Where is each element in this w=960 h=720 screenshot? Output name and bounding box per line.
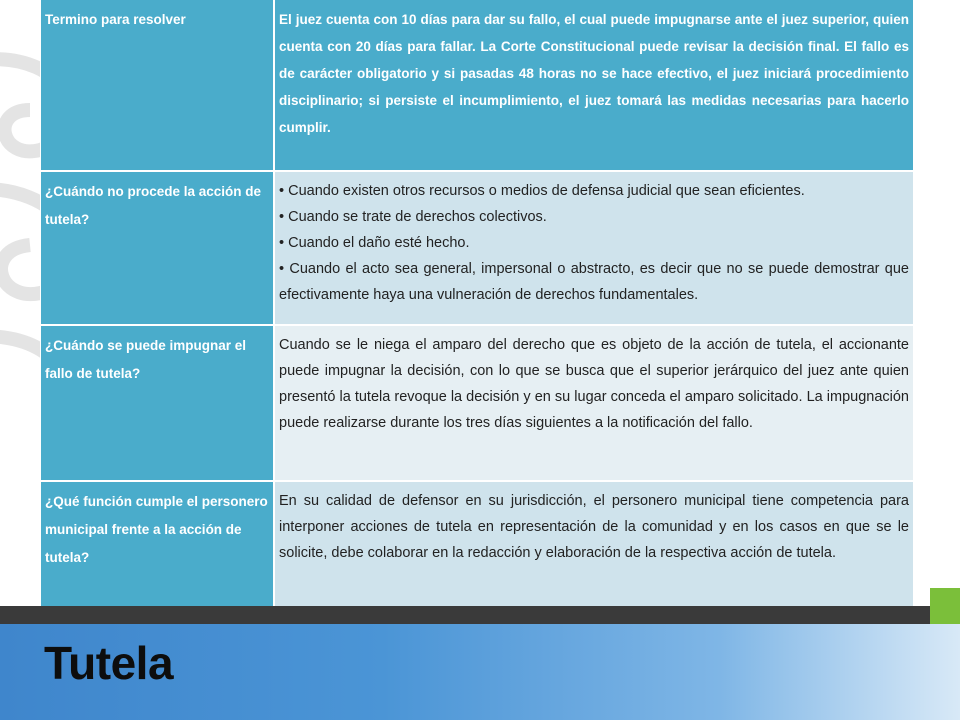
row-label: ¿Qué función cumple el personero municipal frente a la acción de tutela? [41, 482, 275, 614]
row-label: ¿Cuándo no procede la acción de tutela? [41, 172, 275, 324]
row-label: Termino para resolver [41, 0, 275, 170]
row-content [275, 172, 913, 324]
slide-title: Tutela [44, 637, 174, 689]
row-label: ¿Cuándo se puede impugnar el fallo de tutela? [41, 326, 275, 480]
row-content: En su calidad de defensor en su jurisdicción, el personero municipal tiene competencia para interponer acciones de tutela en representación de la comunidad y en los casos en que se le solicite, debe colaborar en la redacción y elaboración de la respectiva acción de tutela. [275, 482, 913, 614]
table-row [41, 0, 913, 172]
bullet-item: • Cuando el daño esté hecho. [279, 235, 470, 251]
divider-strip [0, 606, 960, 624]
row-content: Cuando se le niega el amparo del derecho que es objeto de la acción de tutela, el accionante puede impugnar la decisión, con lo que se busca que el superior jerárquico del juez ante quien presentó la tutela revoque la decisión y en su lugar conceda el amparo solicitado. La impugnación puede realizarse durante los tres días siguientes a la notificación del fallo. [275, 326, 913, 480]
bullet-item: • Cuando existen otros recursos o medios de defensa judicial que sean eficientes. [279, 183, 805, 199]
table-row [41, 172, 913, 326]
bullet-item: • Cuando se trate de derechos colectivos. [279, 209, 547, 225]
table-row [41, 326, 913, 482]
row-content: El juez cuenta con 10 días para dar su fallo, el cual puede impugnarse ante el juez superior, quien cuenta con 20 días para fallar. La Corte Constitucional puede revisar la decisión final. El fallo es de carácter obligatorio y si pasadas 48 horas no se hace efectivo, el juez iniciará procedimiento disciplinario; si persiste el incumplimiento, el juez tomará las medidas necesarias para hacerlo cumplir. [275, 0, 913, 170]
accent-block [930, 588, 960, 624]
info-table [40, 0, 913, 616]
bullet-item: • Cuando el acto sea general, impersonal o abstracto, es decir que no se puede demostrar que efectivamente haya una vulneración de derechos fundamentales. [279, 261, 909, 303]
table-row [41, 482, 913, 616]
